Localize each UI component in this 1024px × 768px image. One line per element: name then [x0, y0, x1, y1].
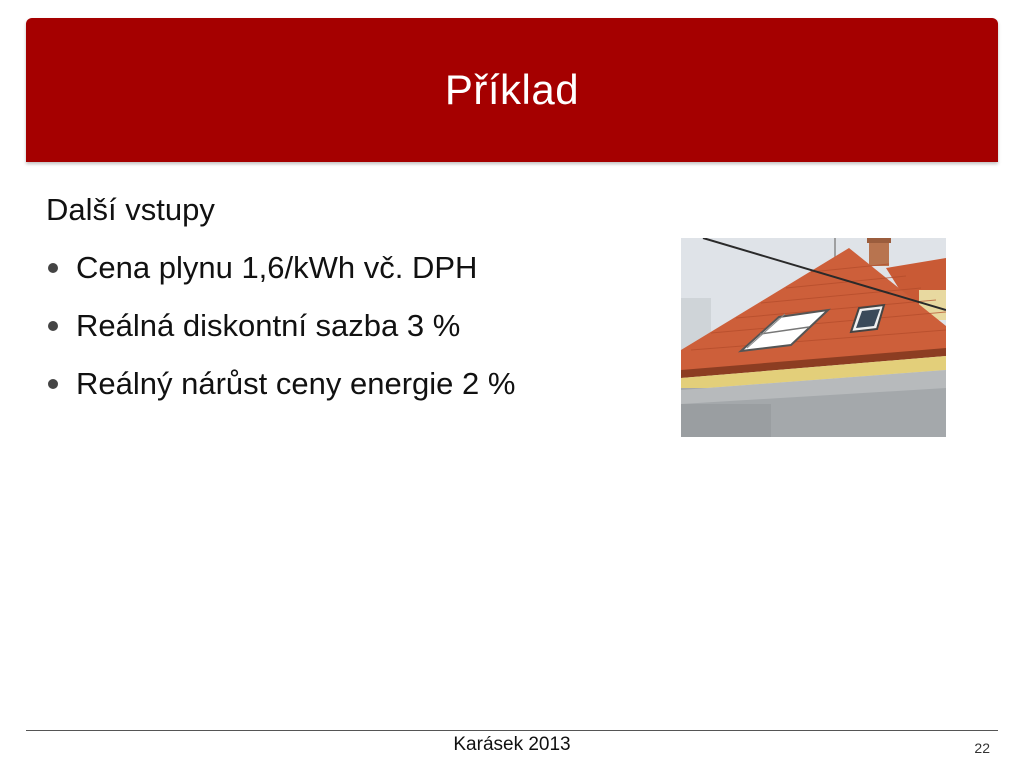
slide-title: Příklad [444, 66, 580, 113]
footer-author: Karásek 2013 [453, 734, 571, 755]
bullet-dot-icon [48, 263, 58, 273]
title-bar [26, 18, 998, 162]
bullet-text: Reálný nárůst ceny energie 2 % [76, 366, 516, 401]
bullet-dot-icon [48, 379, 58, 389]
bullet-text: Reálná diskontní sazba 3 % [76, 308, 461, 343]
bullet-item [46, 246, 646, 290]
slide-content [46, 188, 646, 420]
footer-divider [26, 730, 998, 731]
solar-roof-photo [681, 238, 946, 437]
intro-text: Další vstupy [46, 192, 215, 227]
bullet-item [46, 304, 646, 348]
bullet-text: Cena plynu 1,6/kWh vč. DPH [76, 250, 478, 285]
bullet-list [46, 246, 646, 406]
page-number: 22 [974, 740, 990, 756]
bullet-item [46, 362, 646, 406]
bullet-dot-icon [48, 321, 58, 331]
